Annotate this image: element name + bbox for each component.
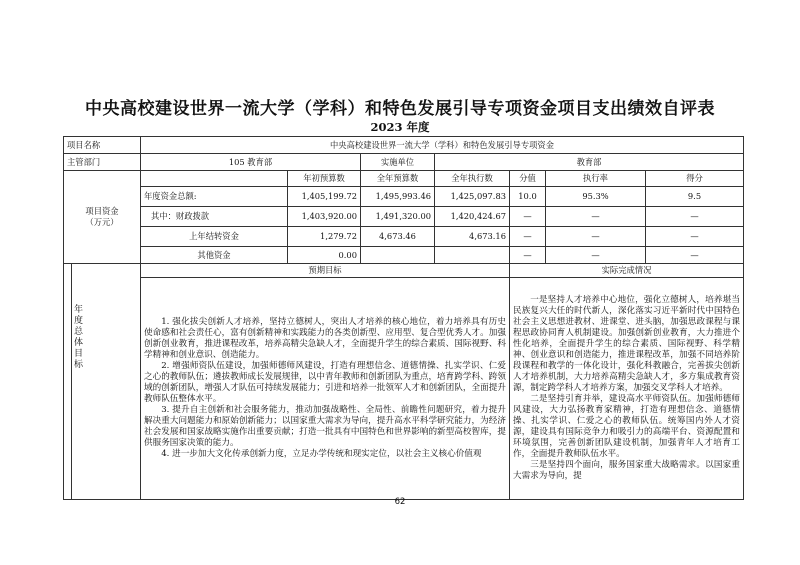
funds-header-row <box>64 171 744 187</box>
year-subtitle: 2023 年度 <box>370 120 430 134</box>
dept-value: 105 教育部 <box>141 154 361 171</box>
fund-row-name: 其中：财政拨款 <box>141 207 288 227</box>
fund-rate: — <box>546 207 646 227</box>
fund-row-name: 年度资金总额: <box>141 187 288 207</box>
header-execution-rate: 执行率 <box>546 171 646 187</box>
self-evaluation-table <box>63 136 744 500</box>
actual-status-paragraph: 三是坚持四个面向，服务国家重大战略需求。以国家重大需求为导向，提 <box>513 460 741 481</box>
funds-label-line1: 项目资金 <box>85 206 119 216</box>
header-annual-executed: 全年执行数 <box>435 171 510 187</box>
header-score-weight: 分值 <box>510 171 546 187</box>
goals-side-char: 年 <box>73 305 83 315</box>
fund-score-weight: 10.0 <box>510 187 546 207</box>
goals-side-label <box>64 264 141 500</box>
fund-score-weight: — <box>510 207 546 227</box>
fund-initial: 1,403,920.00 <box>288 207 361 227</box>
goals-side-char: 度 <box>73 316 83 326</box>
fund-row-name: 其他资金 <box>141 247 288 264</box>
goals-side-char: 总 <box>73 327 83 337</box>
fund-score: 9.5 <box>646 187 744 207</box>
header-score: 得分 <box>646 171 744 187</box>
fund-score: — <box>646 227 744 247</box>
expected-goal-paragraph: 1. 强化拔尖创新人才培养，坚持立德树人，突出人才培养的核心地位，着力培养具有历史使命感和社会责任心，富有创新精神和实践能力的各类创新型、应用型、复合型优秀人才。加强创新创业教育，推进课程改革，培养高精尖急缺人才，全面提升学生的综合素质、国际视野、科学精神和创业意识、创造能力。 <box>144 317 506 360</box>
department-row <box>64 154 744 171</box>
goals-content-row <box>64 278 744 500</box>
fund-annual: 4,673.46 <box>361 227 435 247</box>
funds-row-other <box>64 247 744 264</box>
actual-status-paragraph: 一是坚持人才培养中心地位，强化立德树人，培养堪当民族复兴大任的时代新人，深化落实习近平新时代中国特色社会主义思想进教材、进课堂、进头脑，加强思政课程与课程思政协同育人机制建设。加强创新创业教育，大力推进个性化培养，全面提升学生的综合素质、国际视野、科学精神、创业意识和创造能力，推进课程改革，加强不同培养阶段课程和教学的一体化设计，强化科教融合，完善拔尖创新人才培养机制，大力培养高精尖急缺人才，多方集成教育资源，制定跨学科人才培养方案，加强交叉学科人才培养。 <box>513 295 741 393</box>
expected-goal-paragraph: 4. 进一步加大文化传承创新力度，立足办学传统和现实定位，以社会主义核心价值观 <box>161 449 482 459</box>
goals-side-char: 目 <box>73 349 83 359</box>
project-name-label: 项目名称 <box>64 137 141 154</box>
funds-label-line2: （万元） <box>85 217 119 227</box>
fund-executed: 1,425,097.83 <box>435 187 510 207</box>
page-title: 中央高校建设世界一流大学（学科）和特色发展引导专项资金项目支出绩效自评表 <box>85 99 715 119</box>
expected-goals-text <box>141 278 510 500</box>
fund-initial: 1,405,199.72 <box>288 187 361 207</box>
fund-score: — <box>646 207 744 227</box>
actual-status-text <box>510 278 744 500</box>
goals-side-char: 体 <box>73 338 83 348</box>
fund-score-weight: — <box>510 247 546 264</box>
fund-annual <box>361 247 435 264</box>
funds-label <box>64 171 141 264</box>
funds-row-total <box>64 187 744 207</box>
unit-label: 实施单位 <box>361 154 435 171</box>
fund-rate: — <box>546 247 646 264</box>
funds-header-blank <box>141 171 288 187</box>
fund-annual: 1,495,993.46 <box>361 187 435 207</box>
fund-executed <box>435 247 510 264</box>
fund-score: — <box>646 247 744 264</box>
fund-executed: 1,420,424.67 <box>435 207 510 227</box>
actual-status-paragraph: 二是坚持引育并举，建设高水平师资队伍。加强师德师风建设，大力弘扬教育家精神，打造有理想信念、道德情操、扎实学识、仁爱之心的教师队伍。统筹国内外人才资源，建设具有国际竞争力和吸引力的高端平台、资源配置和环境氛围，完善创新团队建设机制，加强青年人才培育工作，全面提升教师队伍水平。 <box>513 394 741 459</box>
fund-rate: 95.3% <box>546 187 646 207</box>
fund-initial: 1,279.72 <box>288 227 361 247</box>
fund-rate: — <box>546 227 646 247</box>
fund-annual: 1,491,320.00 <box>361 207 435 227</box>
fund-initial: 0.00 <box>288 247 361 264</box>
expected-goal-paragraph: 2. 增强师资队伍建设，加强师德师风建设，打造有理想信念、道德情操、扎实学识、仁爱之心的教师队伍；遴拔教师成长发展规律，以中青年教师和创新团队为重点，培育跨学科、跨领域的创新团队，增强人才队伍可持续发展能力；引进和培养一批领军人才和创新团队，全面提升教师队伍整体水平。 <box>144 361 506 404</box>
expected-goal-paragraph: 3. 提升自主创新和社会服务能力，推动加强战略性、全局性、前瞻性问题研究，着力提升解决重大问题能力和原始创新能力；以国家重大需求为导向，提升高水平科学研究能力，为经济社会发展和国家战略实施作出重要贡献；打造一批具有中国特色和世界影响的新型高校智库，提供服务国家决策的能力。 <box>144 405 506 448</box>
actual-status-header: 实际完成情况 <box>510 264 744 278</box>
header-annual-budget: 全年预算数 <box>361 171 435 187</box>
funds-row-carryover <box>64 227 744 247</box>
project-name-value: 中央高校建设世界一流大学（学科）和特色发展引导专项资金 <box>141 137 744 154</box>
funds-row-fiscal <box>64 207 744 227</box>
expected-goals-header: 预期目标 <box>141 264 510 278</box>
project-name-row <box>64 137 744 154</box>
fund-row-name: 上年结转资金 <box>141 227 288 247</box>
page-number: 62 <box>394 497 406 507</box>
fund-score-weight: — <box>510 227 546 247</box>
goals-header-row <box>64 264 744 278</box>
goals-side-char: 标 <box>73 360 83 370</box>
fund-executed: 4,673.16 <box>435 227 510 247</box>
dept-label: 主管部门 <box>64 154 141 171</box>
header-initial-budget: 年初预算数 <box>288 171 361 187</box>
unit-value: 教育部 <box>435 154 744 171</box>
